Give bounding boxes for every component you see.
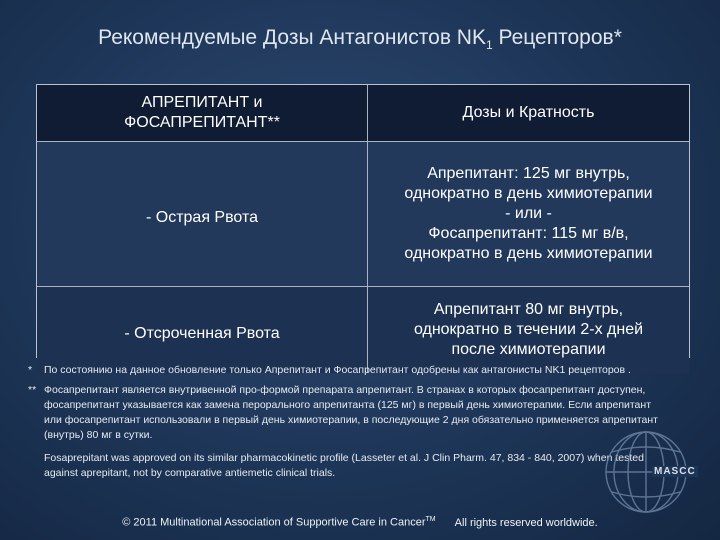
logo-text: MASCC xyxy=(654,466,696,477)
footer-rights: All rights reserved worldwide. xyxy=(454,516,598,529)
footer-copyright: © 2011 Multinational Association of Supportive Care in Cancer xyxy=(122,516,426,529)
header-drug-cell xyxy=(37,85,368,142)
footnote-1-text: По состоянию на данное обновление только Апрепитант и Фосапрепитант одобрены как антагонисты NK1 рецепторов . xyxy=(44,364,631,376)
page-title xyxy=(0,26,720,52)
footnote-english xyxy=(28,451,668,481)
header-drug-line1: АПРЕПИТАНТ и xyxy=(141,94,263,111)
mascc-logo xyxy=(596,420,716,530)
title-subscript: 1 xyxy=(485,38,493,53)
header-drug-line2: ФОСАПРЕПИТАНТ** xyxy=(124,114,280,131)
dose-line: Апрепитант: 125 мг внутрь, xyxy=(427,165,630,182)
footnotes xyxy=(28,363,668,486)
dose-line: после химиотерапии xyxy=(451,341,606,358)
footnote-english-text: Fosaprepitant was approved on its similar pharmacokinetic profile (Lasseter et al. J Clin Pharm. 47, 834 - 840, 2007) when tested against aprepitant, not by comparative antiemetic clinical trials. xyxy=(44,452,644,479)
dose-line: Фосапрепитант: 115 мг в/в, xyxy=(428,225,629,242)
table-header-row xyxy=(37,85,689,142)
row-dose-acute xyxy=(368,142,690,287)
footer xyxy=(0,516,720,529)
dose-table-grid xyxy=(37,85,689,373)
footnote-1-mark: * xyxy=(28,364,33,376)
footnote-2 xyxy=(28,383,668,443)
footnote-2-text: Фосапрепитант является внутривенной про-формой препарата апрепитант. В странах в которых фосапрепитант доступен, фосапрепитант указывается как замена перорального апрепитанта (125 мг) в первый день химиотерапии. Если апрепитант или фосапрепитант использовали в первый день химиотерапии, в последующие 2 дня обязательно применяется апрепитант (внутрь) 80 мг в сутки. xyxy=(44,384,658,441)
title-tail: Рецепторов* xyxy=(492,26,622,49)
title-main: Рекомендуемые Дозы Антагонистов NK xyxy=(98,26,486,49)
dose-table xyxy=(36,84,690,358)
dose-line: однократно в день химиотерапии xyxy=(404,245,653,262)
dose-line: однократно в день химиотерапии xyxy=(404,185,653,202)
row-label-delayed: - Отсроченная Рвота xyxy=(37,287,368,374)
table-row xyxy=(37,287,689,374)
dose-line: однократно в течении 2-х дней xyxy=(413,321,644,338)
dose-line: Апрепитант 80 мг внутрь, xyxy=(433,301,624,318)
header-dose-cell: Дозы и Кратность xyxy=(368,85,690,142)
footer-trademark: TM xyxy=(425,516,436,523)
footnote-1 xyxy=(28,363,668,378)
row-dose-delayed xyxy=(368,287,690,374)
footnote-2-mark: ** xyxy=(28,384,37,396)
row-label-acute: - Острая Рвота xyxy=(37,142,368,287)
table-row xyxy=(37,142,689,287)
dose-line: - или - xyxy=(505,205,552,222)
